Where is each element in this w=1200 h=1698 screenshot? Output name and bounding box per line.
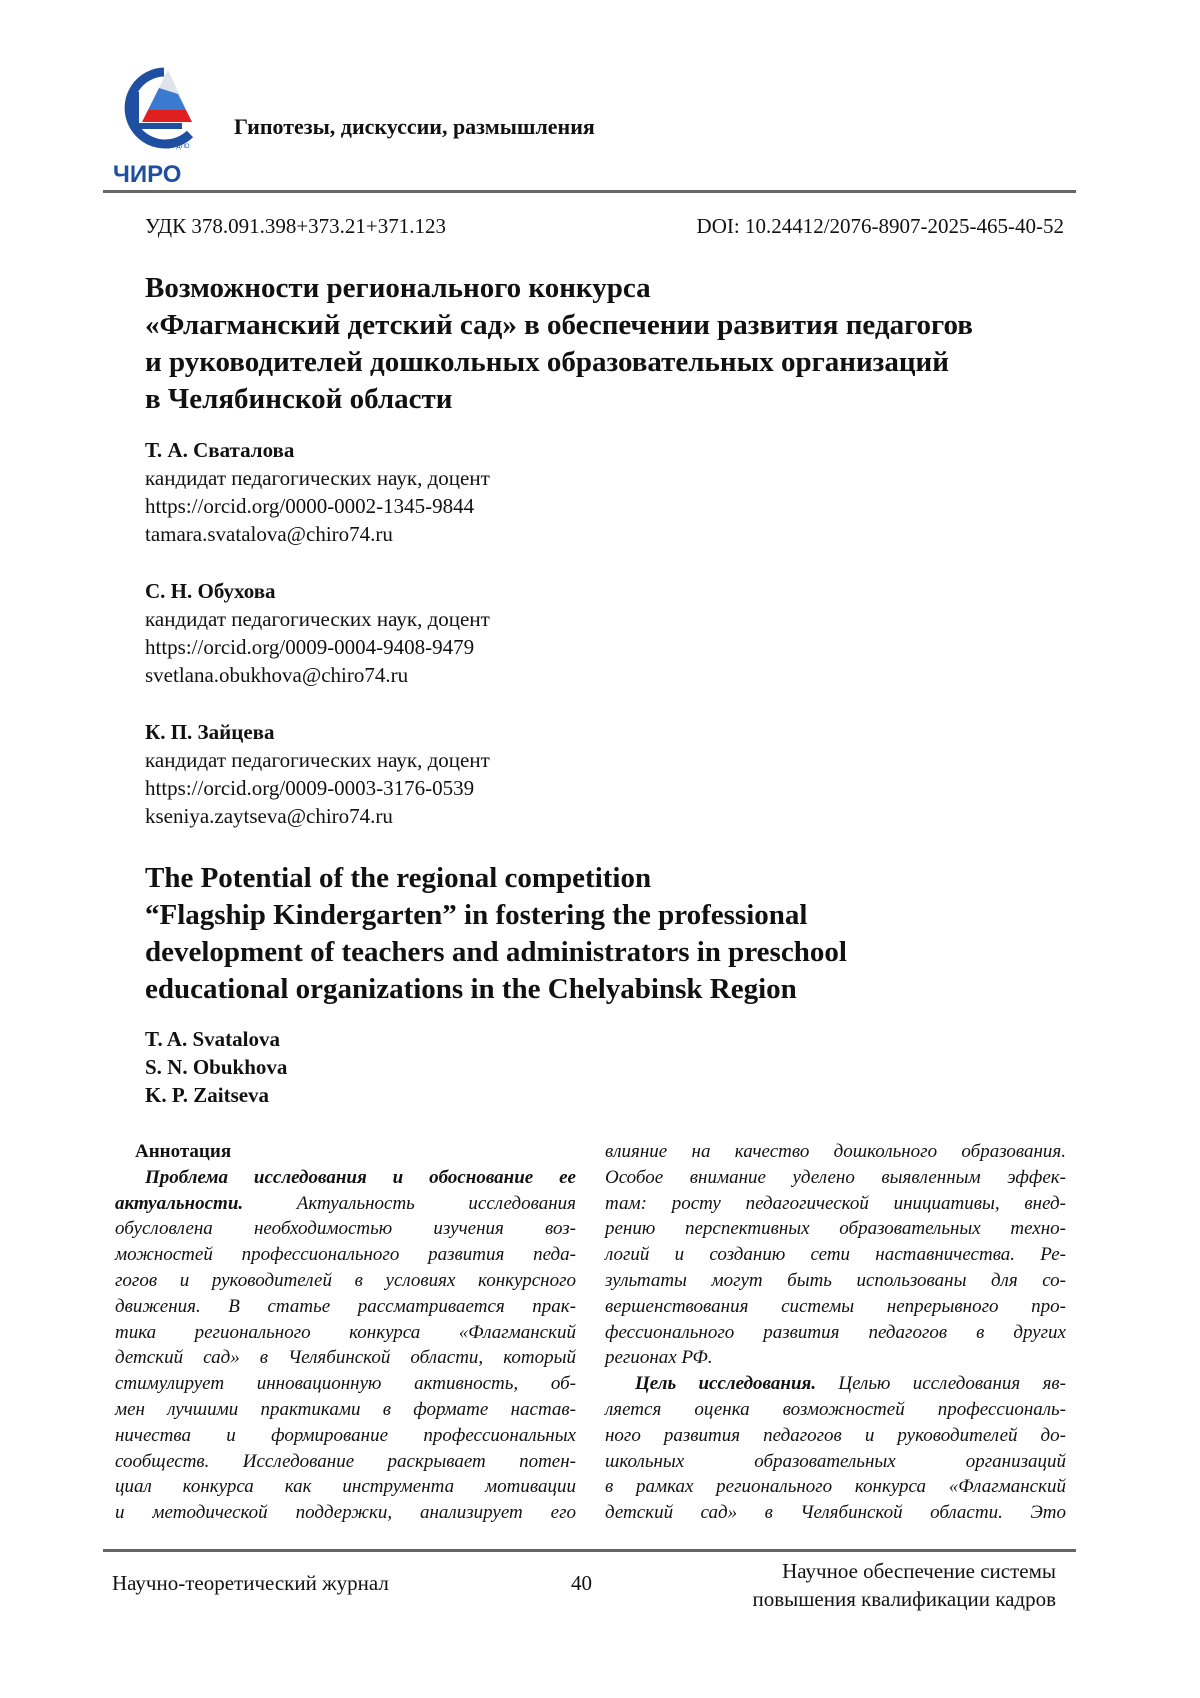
abstract-line: [115, 1345, 576, 1371]
author-email[interactable]: tamara.svatalova@chiro74.ru: [145, 520, 490, 548]
abstract-text: циал конкурса как инструмента мотивации: [115, 1476, 576, 1497]
abstract-text: можностей профессионального развития педа-: [115, 1244, 576, 1265]
author-degree: кандидат педагогических наук, доцент: [145, 746, 490, 774]
author-name-en: T. A. Svatalova: [145, 1025, 287, 1053]
abstract-text: логий и созданию сети наставничества. Ре-: [605, 1244, 1066, 1265]
author-block: [145, 436, 490, 548]
logo-name: ЧИРО: [113, 161, 181, 188]
abstract-line: [115, 1294, 576, 1320]
logo-subtitle: ГБУ ДПО: [164, 144, 190, 150]
author-name-en: K. P. Zaitseva: [145, 1081, 287, 1109]
article-title-en: [145, 860, 847, 1008]
abstract-text: школьных образовательных организаций: [605, 1451, 1066, 1472]
abstract-lead-in: Проблема исследования и обоснование ее: [145, 1167, 576, 1188]
abstract-text: Актуальность исследования: [243, 1193, 576, 1214]
title-line: Возможности регионального конкурса: [145, 270, 973, 307]
author-name: Т. А. Сваталова: [145, 436, 490, 464]
abstract-text: ного развития педагогов и руководителей до-: [605, 1425, 1066, 1446]
abstract-text: детский сад» в Челябинской области. Это: [605, 1502, 1066, 1523]
abstract-line: [115, 1242, 576, 1268]
abstract-line: [115, 1449, 576, 1475]
abstract-text: стимулирует инновационную активность, об-: [115, 1373, 576, 1394]
abstract-line: [605, 1191, 1066, 1217]
author-orcid[interactable]: https://orcid.org/0009-0004-9408-9479: [145, 633, 490, 661]
author-degree: кандидат педагогических наук, доцент: [145, 464, 490, 492]
author-orcid[interactable]: https://orcid.org/0000-0002-1345-9844: [145, 492, 490, 520]
title-line: educational organizations in the Chelyabinsk Region: [145, 971, 847, 1008]
abstract-text: фессионального развития педагогов в других: [605, 1322, 1066, 1343]
abstract-text: регионах РФ.: [605, 1347, 713, 1368]
abstract-column-right: [605, 1139, 1066, 1526]
article-title-ru: [145, 270, 973, 418]
abstract-line: [605, 1165, 1066, 1191]
journal-type: Научно-теоретический журнал: [112, 1571, 389, 1596]
page-number: 40: [571, 1571, 592, 1596]
abstract-lead-in: Цель исследования.: [635, 1373, 816, 1394]
journal-name-line: повышения квалификации кадров: [752, 1585, 1056, 1613]
abstract-text: Целью исследования яв-: [816, 1373, 1066, 1394]
author-block: [145, 718, 490, 830]
title-line: “Flagship Kindergarten” in fostering the professional: [145, 897, 847, 934]
abstract-text: и методической поддержки, анализирует его: [115, 1502, 576, 1523]
abstract-line: [605, 1139, 1066, 1165]
abstract-line: [605, 1474, 1066, 1500]
abstract-text: детский сад» в Челябинской области, который: [115, 1347, 576, 1368]
author-block: [145, 577, 490, 689]
abstract-line: [115, 1423, 576, 1449]
author-degree: кандидат педагогических наук, доцент: [145, 605, 490, 633]
author-name: С. Н. Обухова: [145, 577, 490, 605]
title-line: «Флагманский детский сад» в обеспечении развития педагогов: [145, 307, 973, 344]
doi: DOI: 10.24412/2076-8907-2025-465-40-52: [697, 214, 1064, 239]
abstract-text: ляется оценка возможностей профессиональ-: [605, 1399, 1066, 1420]
abstract-lead-in: актуальности.: [115, 1193, 243, 1214]
authors-en: [145, 1025, 287, 1109]
author-email[interactable]: svetlana.obukhova@chiro74.ru: [145, 661, 490, 689]
author-name: К. П. Зайцева: [145, 718, 490, 746]
abstract-text: тика регионального конкурса «Флагманский: [115, 1322, 576, 1343]
abstract-heading: Аннотация: [115, 1139, 576, 1165]
abstract-text: Особое внимание уделено выявленным эффек-: [605, 1167, 1066, 1188]
abstract-line: [115, 1371, 576, 1397]
title-line: в Челябинской области: [145, 381, 973, 418]
journal-name: [752, 1557, 1056, 1613]
abstract-line: [115, 1474, 576, 1500]
abstract-line: [115, 1268, 576, 1294]
abstract-line: [605, 1449, 1066, 1475]
abstract-text: движения. В статье рассматривается прак-: [115, 1296, 576, 1317]
udk-code: УДК 378.091.398+373.21+371.123: [145, 214, 446, 239]
title-line: и руководителей дошкольных образовательных организаций: [145, 344, 973, 381]
abstract-line: [115, 1397, 576, 1423]
author-email[interactable]: kseniya.zaytseva@chiro74.ru: [145, 802, 490, 830]
section-title: Гипотезы, дискуссии, размышления: [234, 114, 595, 140]
abstract-line: [605, 1242, 1066, 1268]
abstract-text: гогов и руководителей в условиях конкурсного: [115, 1270, 576, 1291]
header-divider: [103, 190, 1076, 193]
footer-divider: [103, 1549, 1076, 1552]
abstract-line: [605, 1294, 1066, 1320]
author-name-en: S. N. Obukhova: [145, 1053, 287, 1081]
title-line: development of teachers and administrators in preschool: [145, 934, 847, 971]
abstract-line: [605, 1320, 1066, 1346]
chiro-logo: [112, 64, 204, 188]
abstract-line: [605, 1423, 1066, 1449]
abstract-line: [115, 1191, 576, 1217]
abstract-text: рению перспективных образовательных техно-: [605, 1218, 1066, 1239]
abstract-text: мен лучшими практиками в формате настав-: [115, 1399, 576, 1420]
abstract-text: в рамках регионального конкурса «Флагманский: [605, 1476, 1066, 1497]
abstract-text: сообществ. Исследование раскрывает потен-: [115, 1451, 576, 1472]
abstract-text: там: росту педагогической инициативы, внед-: [605, 1193, 1066, 1214]
abstract-line: [605, 1268, 1066, 1294]
abstract-text: вершенствования системы непрерывного про-: [605, 1296, 1066, 1317]
abstract-line: [605, 1500, 1066, 1526]
author-orcid[interactable]: https://orcid.org/0009-0003-3176-0539: [145, 774, 490, 802]
abstract-line: [605, 1397, 1066, 1423]
abstract-line: [115, 1216, 576, 1242]
abstract-text: влияние на качество дошкольного образования.: [605, 1141, 1066, 1162]
journal-name-line: Научное обеспечение системы: [752, 1557, 1056, 1585]
abstract-column-left: [115, 1139, 576, 1526]
abstract-text: ничества и формирование профессиональных: [115, 1425, 576, 1446]
abstract-line: [115, 1320, 576, 1346]
abstract-line: [605, 1345, 1066, 1371]
abstract-line: [115, 1165, 576, 1191]
title-line: The Potential of the regional competition: [145, 860, 847, 897]
abstract-text: обусловлена необходимостью изучения воз-: [115, 1218, 576, 1239]
abstract-line: [605, 1216, 1066, 1242]
abstract-line: [605, 1371, 1066, 1397]
abstract-text: зультаты могут быть использованы для со-: [605, 1270, 1066, 1291]
abstract-line: [115, 1500, 576, 1526]
